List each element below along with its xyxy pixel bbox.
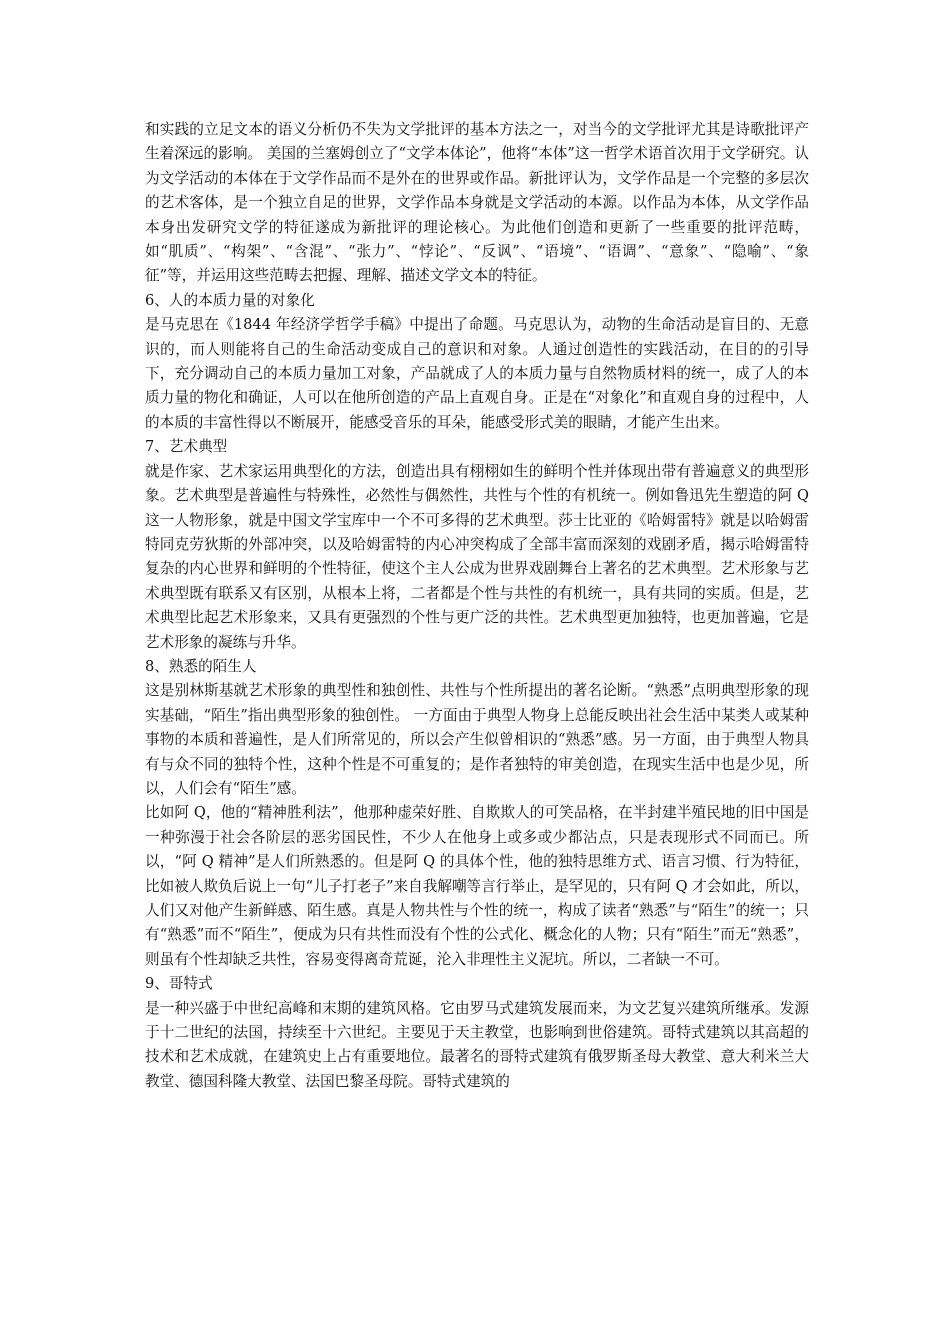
paragraph-objectification: 是马克思在《1844 年经济学哲学手稿》中提出了命题。马克思认为，动物的生命活动是盲目的、无意识的，而人则能将自己的生命活动变成自己的意识和对象。人通过创造性的实践活动，在目的的引导下，充分调动自己的本质力量加工对象，产品就成了人的本质力量与自然物质材料的统一，成了人的本质力量的物化和确证，人可以在他所创造的产品上直观自身。正是在“对象化”和直观自身的过程中，人的本质的丰富性得以不断展开，能感受音乐的耳朵，能感受形式美的眼睛，才能产生出来。 [145,316,809,431]
paragraph-artistic-typical: 就是作家、艺术家运用典型化的方法，创造出具有栩栩如生的鲜明个性并体现出带有普遍意义的典型形象。艺术典型是普遍性与特殊性，必然性与偶然性，共性与个性的有机统一。例如鲁迅先生塑造的阿 Q 这一人物形象，就是中国文学宝库中一个不可多得的艺术典型。莎士比亚的《哈姆雷特》就是以哈姆雷特同克劳狄斯的外部冲突，以及哈姆雷特的内心冲突构成了全部丰富而深刻的戏剧矛盾，揭示哈姆雷特复杂的内心世界和鲜明的个性特征，使这个主人公成为世界戏剧舞台上著名的艺术典型。艺术形象与艺术典型既有联系又有区别，从根本上将，二者都是个性与共性的有机统一，具有共同的实质。但是，艺术典型比起艺术形象来，又具有更强烈的个性与更广泛的共性。艺术典型更加独特，也更加普遍，它是艺术形象的凝练与升华。 [145,462,809,651]
paragraph-gothic: 是一种兴盛于中世纪高峰和末期的建筑风格。它由罗马式建筑发展而来，为文艺复兴建筑所继承。发源于十二世纪的法国，持续至十六世纪。主要见于天主教堂，也影响到世俗建筑。哥特式建筑以其高超的技术和艺术成就，在建筑史上占有重要地位。最著名的哥特式建筑有俄罗斯圣母大教堂、意大利米兰大教堂、德国科隆大教堂、法国巴黎圣母院。哥特式建筑的 [145,999,809,1090]
paragraph-ah-q-example: 比如阿 Q，他的“精神胜利法”，他那种虚荣好胜、自欺欺人的可笑品格，在半封建半殖民地的旧中国是一种弥漫于社会各阶层的恶劣国民性，不少人在他身上或多或少都沾点，只是表现形式不同而已。所以，“阿 Q 精神”是人们所熟悉的。但是阿 Q 的具体个性，他的独特思维方式、语言习惯、行为特征，比如被人欺负后说上一句“儿子打老子”来自我解嘲等言行举止，是罕见的，只有阿 Q 才会如此，所以，人们又对他产生新鲜感、陌生感。真是人物共性与个性的统一，构成了读者“熟悉”与“陌生”的统一；只有“熟悉”而不“陌生”，便成为只有共性而没有个性的公式化、概念化的人物；只有“陌生”而无“熟悉”，则虽有个性却缺乏共性，容易变得离奇荒诞，沦入非理性主义泥坑。所以，二者缺一不可。 [145,804,809,968]
section-heading-9: 9、哥特式 [145,975,213,993]
paragraph-familiar-stranger: 这是别林斯基就艺术形象的典型性和独创性、共性与个性所提出的著名论断。“熟悉”点明典型形象的现实基础，“陌生”指出典型形象的独创性。 一方面由于典型人物身上总能反映出社会生活中某类人或某种事物的本质和普遍性，是人们所常见的，所以会产生似曾相识的“熟悉”感。另一方面，由于典型人物具有与众不同的独特个性，这种个性是不可重复的；是作者独特的审美创造，在现实生活中也是少见，所以，人们会有“陌生”感。 [145,682,809,797]
section-heading-7: 7、艺术典型 [145,438,228,456]
section-heading-8: 8、熟悉的陌生人 [145,657,257,675]
section-heading-6: 6、人的本质力量的对象化 [145,291,315,309]
paragraph-new-criticism: 和实践的立足文本的语义分析仍不失为文学批评的基本方法之一，对当今的文学批评尤其是诗歌批评产生着深远的影响。 美国的兰塞姆创立了“文学本体论”，他将“本体”这一哲学术语首次用于文学研究。认为文学活动的本体在于文学作品而不是外在的世界或作品。新批评认为，文学作品是一个完整的多层次的艺术客体，是一个独立自足的世界，文学作品本身就是文学活动的本源。以作品为本体，从文学作品本身出发研究文学的特征遂成为新批评的理论核心。为此他们创造和更新了一些重要的批评范畴，如“肌质”、“构架”、“含混”、“张力”、“悖论”、“反讽”、“语境”、“语调”、“意象”、“隐喻”、“象征”等，并运用这些范畴去把握、理解、描述文学文本的特征。 [145,121,809,285]
document-body [145,118,809,1094]
